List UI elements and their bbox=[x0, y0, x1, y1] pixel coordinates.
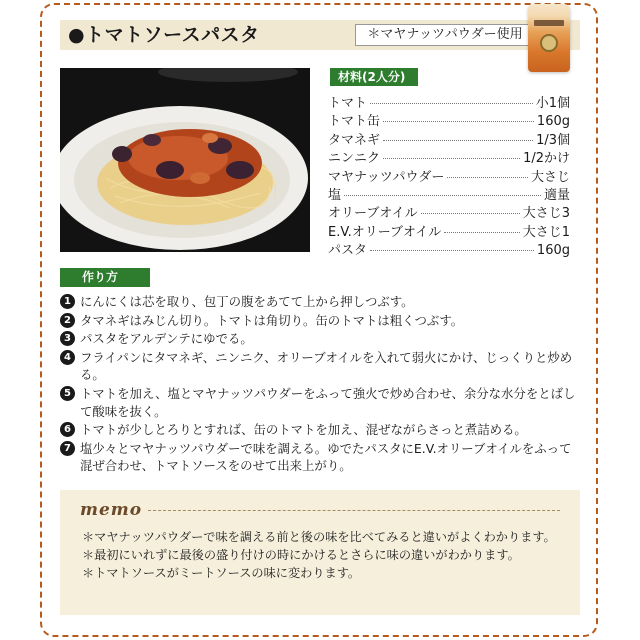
ingredient-row bbox=[328, 129, 570, 147]
leader-dots bbox=[370, 103, 533, 104]
step-item bbox=[60, 293, 580, 311]
step-number-badge: 6 bbox=[60, 422, 75, 437]
ingredient-amount: 大さじ3 bbox=[522, 206, 570, 222]
leader-dots bbox=[447, 177, 528, 178]
step-number-badge: 1 bbox=[60, 294, 75, 309]
leader-dots bbox=[444, 232, 519, 233]
memo-note: ＊マヤナッツパウダーで味を調える前と後の味を比べてみると違いがよくわかります。 bbox=[82, 530, 556, 544]
ingredient-row bbox=[328, 92, 570, 110]
memo-note: ＊トマトソースがミートソースの味に変わります。 bbox=[82, 566, 361, 580]
ingredient-amount: 大さじ1 bbox=[522, 224, 570, 240]
memo-title: memo bbox=[80, 500, 143, 520]
step-text: フライパンにタマネギ、ニンニク、オリーブオイルを入れて弱火にかけ、じっくりと炒める。 bbox=[80, 349, 573, 383]
leader-dots bbox=[370, 250, 534, 251]
ingredients-header: 材料(2人分) bbox=[330, 68, 418, 86]
memo-box bbox=[60, 490, 580, 615]
ingredient-name: トマト bbox=[328, 96, 368, 111]
ingredient-row bbox=[328, 184, 570, 202]
pasta-photo-illustration bbox=[60, 68, 310, 252]
ingredient-row bbox=[328, 202, 570, 220]
step-number-badge: 2 bbox=[60, 313, 75, 328]
ingredient-name: オリーブオイル bbox=[328, 206, 418, 222]
step-text: トマトを加え、塩とマヤナッツパウダーをふって強火で炒め合わせ、余分な水分をとばして酸味を抜く。 bbox=[80, 385, 576, 419]
step-text: にんにくは芯を取り、包丁の腹をあてて上から押しつぶす。 bbox=[80, 294, 414, 309]
ingredient-row bbox=[328, 221, 570, 239]
pasta-photo bbox=[60, 68, 310, 252]
ingredient-amount: 160g bbox=[536, 114, 570, 130]
step-item bbox=[60, 440, 580, 475]
step-number-badge: 3 bbox=[60, 331, 75, 346]
ingredient-name: パスタ bbox=[328, 243, 368, 259]
ingredient-name: ニンニク bbox=[328, 151, 381, 167]
ingredient-amount: 大さじ bbox=[530, 169, 570, 185]
step-number-badge: 7 bbox=[60, 441, 75, 456]
leader-dots bbox=[344, 195, 541, 196]
package-seal-icon bbox=[540, 34, 558, 52]
step-text: 塩少々とマヤナッツパウダーで味を調える。ゆでたパスタにE.V.オリーブオイルをふって混ぜ合わせ、トマトソースをのせて出来上がり。 bbox=[80, 440, 572, 474]
recipe-title bbox=[68, 22, 260, 48]
ingredient-row bbox=[328, 110, 570, 128]
step-text: タマネギはみじん切り。トマトは角切り。缶のトマトは粗くつぶす。 bbox=[80, 312, 464, 328]
memo-notes bbox=[80, 528, 568, 582]
steps-list bbox=[60, 293, 580, 476]
ingredient-amount: 適量 bbox=[543, 187, 570, 203]
package-label bbox=[534, 20, 564, 26]
ingredient-name: 塩 bbox=[328, 187, 342, 203]
step-item bbox=[60, 421, 580, 439]
ingredient-name: E.V.オリーブオイル bbox=[328, 224, 442, 240]
leader-dots bbox=[383, 140, 533, 141]
step-number-badge: 5 bbox=[60, 386, 75, 401]
memo-note: ＊最初にいれずに最後の盛り付けの時にかけるとさらに味の違いがわかります。 bbox=[82, 548, 520, 562]
ingredient-amount: 1/2かけ bbox=[523, 151, 570, 167]
step-text: トマトが少しとろりとすれば、缶のトマトを加え、混ぜながらさっと煮詰める。 bbox=[80, 422, 527, 438]
step-item bbox=[60, 330, 580, 348]
ingredient-name: トマト缶 bbox=[328, 114, 381, 130]
steps-header: 作り方 bbox=[60, 268, 150, 287]
step-item bbox=[60, 349, 580, 384]
ingredient-name: マヤナッツパウダー bbox=[328, 169, 445, 185]
powder-package-image bbox=[528, 4, 570, 72]
step-item bbox=[60, 312, 580, 330]
ingredient-name: タマネギ bbox=[328, 132, 381, 148]
leader-dots bbox=[383, 158, 520, 159]
ingredient-amount: 小1個 bbox=[535, 96, 570, 111]
ingredient-row bbox=[328, 166, 570, 184]
step-item bbox=[60, 385, 580, 420]
ingredient-row bbox=[328, 147, 570, 165]
ingredient-amount: 1/3個 bbox=[536, 132, 570, 148]
leader-dots bbox=[421, 213, 520, 214]
title-bullet: ● bbox=[68, 24, 86, 46]
recipe-title-text: トマトソースパスタ bbox=[85, 24, 260, 46]
ingredients-list bbox=[328, 92, 570, 258]
memo-divider bbox=[148, 510, 560, 511]
leader-dots bbox=[383, 121, 534, 122]
powder-badge: ＊マヤナッツパウダー使用 bbox=[355, 24, 535, 46]
step-number-badge: 4 bbox=[60, 350, 75, 365]
ingredient-amount: 160g bbox=[536, 243, 570, 259]
ingredient-row bbox=[328, 239, 570, 257]
step-text: パスタをアルデンテにゆでる。 bbox=[80, 331, 253, 347]
